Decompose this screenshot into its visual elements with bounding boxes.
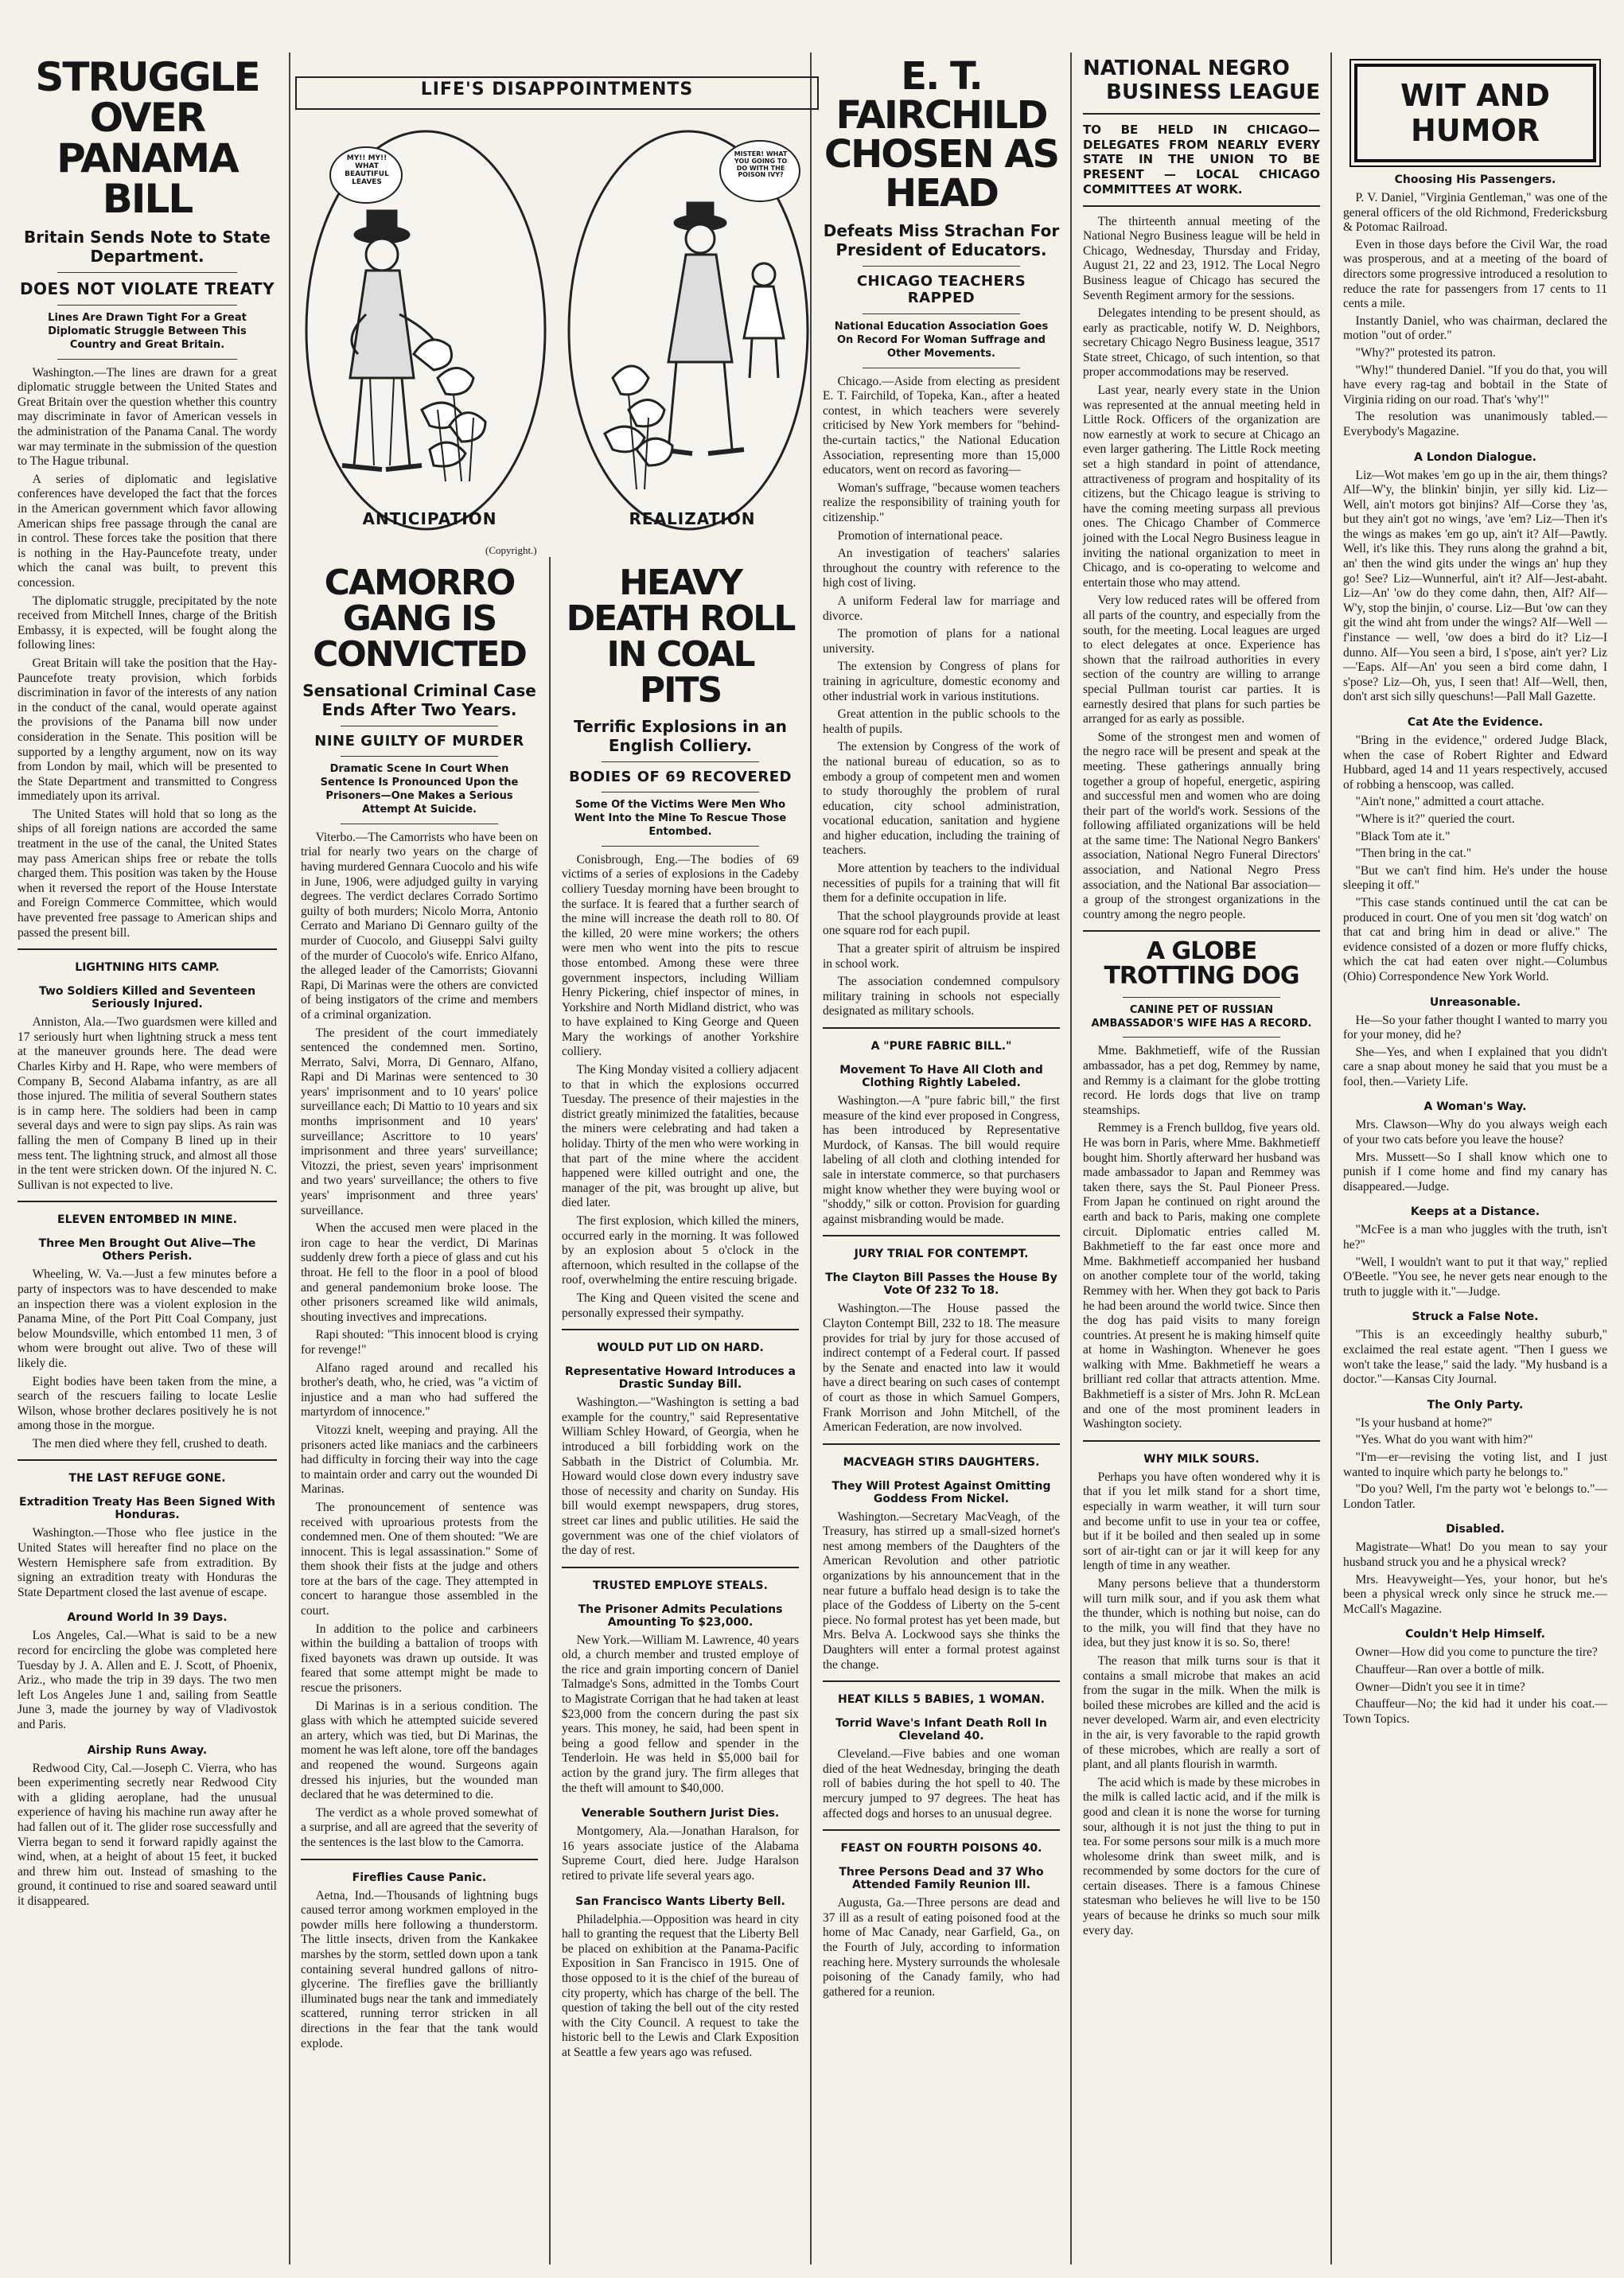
deck: Lines Are Drawn Tight For a Great Diplomatic Struggle Between This Country and Great Britain. (48, 312, 247, 351)
headline-panama: STRUGGLE OVER PANAMA BILL (35, 54, 259, 222)
divider (863, 266, 1020, 267)
divider (863, 313, 1020, 314)
article-paragraph: Washington.—"Washington is setting a bad example for the country," said Representative William Schley Howard, of Georgia, when he introduced a bill forbidding work on the Sabbath in the District of Columbia. Mr. Howard would close down every industry save those of necessity and charity on Sunday. His bill would exempt newspapers, drug stores, street car lines and public utilities. He said the government was one of the chief violators of the day of rest. (562, 1396, 799, 1558)
divider (1123, 1037, 1280, 1038)
article-paragraph: That the school playgrounds provide at least one square rod for each pupil. (823, 909, 1060, 938)
subhead: MACVEAGH STIRS DAUGHTERS. (843, 1455, 1040, 1469)
divider (57, 272, 237, 273)
divider (823, 1680, 1060, 1682)
deck: Some Of the Victims Were Men Who Went Into the Mine To Rescue Those Entombed. (574, 799, 787, 838)
divider (562, 1329, 799, 1330)
article-paragraph: Perhaps you have often wondered why it is that if you let milk stand for a short time, especially in warm weather, it will turn sour and become unfit to use in your tea or coffee, but if it be boiled and then sealed up in some sort of air-tight can or jar it will keep for any length of time in any weather. (1083, 1470, 1320, 1573)
column-rule (549, 557, 551, 2264)
article-paragraph: The United States will hold that so long as the ships of all foreign nations are accorded the same treatment in the use of the canal, the United States may pass American ships free or rebate the tolls charged them. This position was taken by the House when it reversed the report of the House Interstate and Foreign Commerce Committee, which would have prevented free passage to American ships and passed the present bill. (18, 807, 277, 940)
subhead: Cat Ate the Evidence. (1407, 716, 1544, 729)
deck: NINE GUILTY OF MURDER (314, 732, 524, 750)
article-paragraph: The extension by Congress of the work of the national bureau of education, so as to embody a group of competent men and women to study thoroughly the problem of rural education, city school administration, vocational education, sanitation and hygiene and higher education, including the training of teachers. (823, 740, 1060, 858)
article-paragraph: Liz—Wot makes 'em go up in the air, them things? Alf—W'y, the blinkin' binjin, yer silly kid. Liz—Well, ain't motors got binjins? Alf—Corse they 'as, but they ain't got no wings, 'ave 'em? Liz—Then it's the wings as makes 'em go up, ain't it? Alf—Pawtly. Well, it's like this. They runs along the grahnd a bit, an' then the wind gits under the wings an' hup they go! See? Liz—Wunnerful, ain't it? Alf—Jest-abaht. Liz—An' 'ow do they come dahn, then, Alf? Alf—W'y, stop the binjin, o' course. Liz—But 'ow can they git the wind aht from under the wings? Alf—Well — f'instance — well, 'ow does a bird do it? Liz—I dunno. Alf—You seen a bird, I s'pose, ain't yer? Liz—'Eaps. Alf—An' you seen a bird come dahn, I s'pose? Liz—Oh, yus, I seen that! Alf—Well, then, don't arst sich silly queschuns!—Pall Mall Gazette. (1343, 468, 1607, 704)
subdeck: The Clayton Bill Passes the House By Vote Of 232 To 18. (825, 1271, 1057, 1298)
deck: DOES NOT VIOLATE TREATY (19, 279, 275, 298)
subhead: Unreasonable. (1429, 995, 1521, 1009)
divider (823, 1027, 1060, 1029)
subdeck: Movement To Have All Cloth and Clothing Rightly Labeled. (839, 1064, 1043, 1090)
subhead: Around World In 39 Days. (67, 1611, 228, 1625)
article-paragraph: Wheeling, W. Va.—Just a few minutes before a party of inspectors was to have descended to make an inspection there was a violent explosion in the Panama Mine, of the Port Pitt Coal Company, just below Moundsville, which entombed 11 men, 3 of whom were brought out alive. Two of these will likely die. (18, 1268, 277, 1370)
article-paragraph: A uniform Federal law for marriage and divorce. (823, 594, 1060, 623)
divider (602, 846, 759, 847)
subhead: FEAST ON FOURTH POISONS 40. (840, 1842, 1042, 1855)
article-paragraph: The president of the court immediately sentenced the condemned men. Sortino, Merrato, Salvi, Morra, Di Gennaro, Alfano, Rapi and Di Marinas were sentenced to 30 years' imprisonment and to 10 years' police surveillance each; Di Mattio to 10 years and six months imprisonment and 10 years' surveillance; Ascrittore to 10 years' imprisonment and three years' surveillance; Vitozzi, the priest, seven years' imprisonment and two years' surveillance; the others to five years' imprisonment and three years' surveillance. (301, 1026, 538, 1217)
article-paragraph: Mrs. Mussett—So I shall know which one to punish if I come home and find my canary has disappeared.—Judge. (1343, 1150, 1607, 1194)
column-3 (554, 561, 807, 2264)
subhead: Airship Runs Away. (87, 1743, 208, 1757)
article-paragraph: Last year, nearly every state in the Union was represented at the annual meeting held in Little Rock. Officers of the organization are now earnestly at work to secure at Chicago an even larger gathering. The Little Rock meeting set a high standard in point of attendance, attractiveness of program and hospitality of its citizens, but the Chicago league is striving to have the coming meeting surpass all previous ones. The Chicago Chamber of Commerce joined with the Local Negro Business league in inviting the national organization to meet in Chicago, and is co-operating to welcome and entertain those who may attend. (1083, 384, 1320, 590)
article-paragraph: Eight bodies have been taken from the mine, a search of the rescuers failing to locate Leslie Wilson, whose brother declares positively he is not among those in the morgue. (18, 1374, 277, 1433)
cartoon-illustration (294, 76, 820, 545)
subhead: The Only Party. (1427, 1398, 1524, 1412)
article-paragraph: Mme. Bakhmetieff, wife of the Russian ambassador, has a pet dog, Remmey by name, and Remmy is a claimant for the globe trotting record. He lords dogs that live on tramp steamships. (1083, 1044, 1320, 1117)
article-paragraph: She—Yes, and when I explained that you didn't care a snap about money he said that you must be a fool, then.—Variety Life. (1343, 1045, 1607, 1088)
subhead: HEAT KILLS 5 BABIES, 1 WOMAN. (838, 1693, 1045, 1707)
article-paragraph: The men died where they fell, crushed to death. (32, 1436, 267, 1451)
article-paragraph: Washington.—Secretary MacVeagh, of the Treasury, has stirred up a small-sized hornet's nest among members of the Daughters of the American Revolution and other patriotic organizations by his announcement that in the near future a buffalo head design is to take the place of the Goddess of Liberty on the 5-cent piece. No formal protest has yet been made, but Mrs. Belva A. Lockwood says she thinks the Daughters will enter a formal protest against the change. (823, 1509, 1060, 1672)
article-paragraph: Magistrate—What! Do you mean to say your husband struck you and he a physical wreck? (1343, 1540, 1607, 1569)
subdeck: Torrid Wave's Infant Death Roll In Cleveland 40. (835, 1717, 1047, 1743)
subhead: TRUSTED EMPLOYE STEALS. (593, 1579, 768, 1592)
article-paragraph: Rapi shouted: "This innocent blood is crying for revenge!" (301, 1328, 538, 1357)
subdeck: The Prisoner Admits Peculations Amounting To $23,000. (578, 1602, 783, 1629)
article-paragraph: Alfano raged around and recalled his brother's death, who, he cried, was "a victim of injustice and a man who had suffered the martyrdom of innocence." (301, 1361, 538, 1419)
deck: CANINE PET OF RUSSIAN AMBASSADOR'S WIFE HAS A RECORD. (1091, 1003, 1312, 1030)
divider (1123, 997, 1280, 998)
subhead: Disabled. (1446, 1523, 1505, 1536)
article-paragraph: Owner—Didn't you see it in time? (1355, 1680, 1525, 1694)
article-paragraph: "Well, I wouldn't want to put it that way," replied O'Beetle. "You see, he never gets near enough to the truth to juggle with it."—Judge. (1343, 1255, 1607, 1299)
left-bubble-text: MY!! MY!! WHAT BEAUTIFUL LEAVES (345, 154, 389, 186)
column-rule (1330, 53, 1332, 2264)
headline-camorro: CAMORRO GANG IS CONVICTED (313, 563, 526, 675)
divider (1083, 1440, 1320, 1442)
headline-negro-business-league (1083, 57, 1320, 105)
divider (18, 1459, 277, 1461)
article-paragraph: Promotion of international peace. (837, 528, 1003, 543)
article-paragraph: An investigation of teachers' salaries throughout the country with reference to the high cost of living. (823, 547, 1060, 590)
article-paragraph: The thirteenth annual meeting of the National Negro Business league will be held in Chicago, Wednesday, Thursday and Friday, August 21, 22 and 23, 1912. The Local Negro Business league of Chicago has secured the Seventh Regiment armory for the sessions. (1083, 214, 1320, 302)
subhead: Venerable Southern Jurist Dies. (581, 1807, 780, 1820)
article-paragraph: Mrs. Clawson—Why do you always weigh each of your two cats before you leave the house? (1343, 1118, 1607, 1147)
divider (57, 305, 237, 306)
subdeck: Three Persons Dead and 37 Who Attended Family Reunion Ill. (839, 1866, 1044, 1892)
article-paragraph: Chauffeur—No; the kid had it under his coat.—Town Topics. (1343, 1697, 1607, 1726)
article-paragraph: Woman's suffrage, "because women teachers realize the responsibility of training youth for citizenship." (823, 481, 1060, 525)
divider (57, 359, 237, 360)
subhead: Struck a False Note. (1412, 1310, 1539, 1324)
divider (602, 761, 759, 762)
article-paragraph: Washington.—The House passed the Clayton Contempt Bill, 232 to 18. The measure provides for trial by jury for those accused of indirect contempt of a Federal court. If passed by the Senate and enacted into law it would have a direct bearing on such cases of contempt of court as those in which Samuel Gompers, Frank Morrison and John Mitchell, of the American Federation, are now involved. (823, 1302, 1060, 1435)
subhead: LIGHTNING HITS CAMP. (75, 961, 220, 975)
divider (1083, 930, 1320, 932)
article-paragraph: "Then bring in the cat." (1355, 847, 1472, 861)
article-paragraph: Great Britain will take the position that the Hay-Pauncefote treaty provision, which forbids discrimination in favor of the interests of any nation in the conduct of the canal, would operate against the provisions of the Panama bill now under consideration in the Senate. This position will be supported by a lengthy argument, now on its way from London by mail, which will be presented to the State Department and transmitted to Congress immediately upon its arrival. (18, 656, 277, 804)
article-paragraph: That a greater spirit of altruism be inspired in school work. (823, 942, 1060, 971)
article-paragraph: The promotion of plans for a national university. (823, 627, 1060, 656)
article-paragraph: "Ain't none," admitted a court attache. (1355, 795, 1544, 809)
article-paragraph: Los Angeles, Cal.—What is said to be a new record for encircling the globe was completed here Tuesday by J. A. Allen and E. J. Scott, of Phoenix, Ariz., who made the trip in 39 days. The two men left Los Angeles June 1 and, sailing from Seattle June 3, made the journey by way of Vladivostok and Paris. (18, 1629, 277, 1732)
divider (823, 1829, 1060, 1831)
article-paragraph: Even in those days before the Civil War, the road was prosperous, and at a meeting of the board of directors some progressive introduced a resolution to reduce the rate for passengers from 17 cents to 11 cents a mile. (1343, 237, 1607, 311)
subhead: WHY MILK SOURS. (1143, 1452, 1260, 1466)
article-paragraph: Great attention in the public schools to the health of pupils. (823, 707, 1060, 736)
subhead: Choosing His Passengers. (1394, 173, 1556, 186)
deck: Dramatic Scene In Court When Sentence Is Pronounced Upon the Prisoners—One Makes a Serious Attempt At Suicide. (320, 763, 519, 816)
article-paragraph: The diplomatic struggle, precipitated by the note received from Mitchell Innes, charge of the British Embassy, it is expected, will be fought along the following lines: (18, 594, 277, 652)
subhead: ELEVEN ENTOMBED IN MINE. (57, 1213, 237, 1227)
article-paragraph: Instantly Daniel, who was chairman, declared the motion "out of order." (1343, 313, 1607, 343)
article-paragraph: The acid which is made by these microbes in the milk is called lactic acid, and if the milk is good and clean it is none the worse for turning sour, although it is not just the thing to put in tea. For some persons sour milk is a much more wholesome drink than sweet milk, and is recommended by some doctors for the cure of certain diseases. There is a famous Chinese statesman who believes he will live to be 150 years of because he drinks so much sour milk every day. (1083, 1775, 1320, 1937)
article-paragraph: Washington.—A "pure fabric bill," the first measure of the kind ever proposed in Congress, has been introduced by Representative Murdock, of Kansas. The bill would require labeling of all cloth and clothing intended for sale in interstate commerce, so that purchasers might know whether they were buying wool or "shoddy," silk or cotton. Provision for guarding against misbranding would be made. (823, 1094, 1060, 1226)
article-paragraph: Mrs. Heavyweight—Yes, your honor, but he's been a physical wreck only since he struck me.—McCall's Magazine. (1343, 1572, 1607, 1616)
article-paragraph: "This is an exceedingly healthy suburb," exclaimed the real estate agent. "Then I guess we won't take the lease," said the lady. "My husband is a doctor."—Kansas City Journal. (1343, 1328, 1607, 1387)
headline-globe-trotting-dog: A GLOBE TROTTING DOG (1104, 937, 1299, 991)
headline-coal-pits: HEAVY DEATH ROLL IN COAL PITS (566, 563, 795, 711)
article-paragraph: Conisbrough, Eng.—The bodies of 69 victims of a series of explosions in the Cadeby colliery Tuesday morning have been brought to the surface. It is feared that a further search of the mine will increase the death roll to 80. Of the killed, 20 were mine workers; the others were men who went into the pits to rescue those entombed. Among these were three government inspectors, including William Henry Pickering, chief inspector of mines, in Yorkshire and North Midland district, who was to have explained to King George and Queen Mary the workings of another Yorkshire colliery. (562, 852, 799, 1059)
article-paragraph: "But we can't find him. He's under the house sleeping it off." (1343, 863, 1607, 893)
right-bubble-text: MISTER! WHAT YOU GOING TO DO WITH THE POISON IVY? (734, 150, 788, 179)
subdeck: Two Soldiers Killed and Seventeen Seriously Injured. (38, 985, 256, 1011)
article-paragraph: Aetna, Ind.—Thousands of lightning bugs caused terror among workmen employed in the powder mills here following a thunderstorm. The little insects, driven from the Kankakee marshes by the storm, settled down upon a tank containing several hundred gallons of nitro-glycerine. The fireflies gave the brilliantly illuminated bugs near the tank and immediately scattered, running terror stricken in all directions in the fear that the tank would explode. (301, 1888, 538, 2050)
headline-fairchild: E. T. FAIRCHILD CHOSEN AS HEAD (824, 54, 1059, 216)
article-paragraph: "Do you? Well, I'm the party wot 'e belongs to."—London Tatler. (1343, 1482, 1607, 1511)
subdeck: Representative Howard Introduces a Drastic Sunday Bill. (565, 1365, 796, 1392)
headline-line-2: BUSINESS LEAGUE (1106, 80, 1320, 104)
cartoon-title: LIFE'S DISAPPOINTMENTS (420, 80, 694, 99)
divider (18, 1201, 277, 1202)
article-paragraph: Remmey is a French bulldog, five years old. He was born in Paris, where Mme. Bakhmetieff bought him. Shortly afterward her husband was made ambassador to Japan and Remmey was taken there, says the St. Paul Pioneer Press. From Japan he continued on right around the earth and back to Paris, making one complete circuit. Diplomatic entries called M. Bakhmetieff to the far east once more and Mme. Bakhmetieff accompanied her husband on another complete tour of the world, taking Remmey with her. When they got back to Paris he had been around the world twice. Since then the dog has paid visits to many foreign countries. At present he is making himself quite at home in Washington. Whenever he goes walking with Mme. Bakhmetieff he wears a brilliant red collar that attracts attention. Mme. Bakhmetieff is a sister of Mrs. John R. McLean and one of the most prominent leaders in Washington society. (1083, 1121, 1320, 1431)
article-paragraph: Owner—How did you come to puncture the tire? (1355, 1645, 1598, 1660)
wit-and-humor-title: WIT AND HUMOR (1354, 64, 1596, 162)
article-paragraph: Many persons believe that a thunderstorm will turn milk sour, and if you ask them what the thunder, which is nothing but noise, can do to the milk, you will find that they have no idea, but they just know it is so. So, there! (1083, 1577, 1320, 1650)
deck: Sensational Criminal Case Ends After Two Years. (302, 680, 536, 719)
article-paragraph: "Bring in the evidence," ordered Judge Black, when the case of Robert Righter and Edward Hubbard, aged 14 and 11 years respectively, accused of robbing a henscoop, was called. (1343, 734, 1607, 792)
column-1 (10, 53, 285, 2264)
article-paragraph: The King Monday visited a colliery adjacent to that in which the explosions occurred Tuesday. The presence of their majesties in the district greatly minimized the fatalities, because the miners were celebrating and had taken a holiday. Thirty of the men who were working in that part of the mine where the accident happened were killed outright and one, the manager of the pit, was brought up alive, but died later. (562, 1063, 799, 1210)
subhead: THE LAST REFUGE GONE. (68, 1472, 226, 1486)
article-paragraph: "I'm—er—revising the voting list, and I just wanted to inquire which party he belongs to." (1343, 1450, 1607, 1479)
article-paragraph: The association condemned compulsory military training in schools not especially designated as military schools. (823, 975, 1060, 1018)
subhead: A "PURE FABRIC BILL." (870, 1040, 1012, 1053)
article-paragraph: Philadelphia.—Opposition was heard in city hall to granting the request that the Liberty Bell be placed on exhibition at the Panama-Pacific Exposition in San Francisco in 1915. One of those opposed to it is the chief of the bureau of city property, which has charge of the bell. The question of taking the bell out of the city rested with the City Council. A request to take the historic bell to the Lewis and Clark Exposition at Seattle a few years ago was refused. (562, 1912, 799, 2059)
column-rule (1070, 53, 1072, 2264)
article-paragraph: The first explosion, which killed the miners, occurred early in the morning. It was followed by an explosion about 5 o'clock in the afternoon, which resulted in the collapse of the roof, overwhelming the entire rescuing brigade. (562, 1214, 799, 1287)
article-paragraph: P. V. Daniel, "Virginia Gentleman," was one of the general officers of the old Richmond, Fredericksburg & Potomac Railroad. (1343, 191, 1607, 235)
article-paragraph: "McFee is a man who juggles with the truth, isn't he?" (1343, 1223, 1607, 1252)
article-paragraph: Chauffeur—Ran over a bottle of milk. (1355, 1662, 1544, 1676)
divider (562, 1567, 799, 1568)
deck: National Education Association Goes On Record For Woman Suffrage and Other Movements. (834, 321, 1049, 360)
article-paragraph: Cleveland.—Five babies and one woman died of the heat Wednesday, bringing the death roll of babies during the hot spell to 40. The mercury jumped to 97 degrees. The heat has affected dogs and horses to an unusual degree. (823, 1747, 1060, 1820)
divider (823, 1235, 1060, 1236)
cartoon (294, 76, 820, 545)
deck: Britain Sends Note to State Department. (24, 228, 271, 266)
article-paragraph: The reason that milk turns sour is that it contains a small microbe that makes an acid from the sugar in the milk. When the milk is boiled these microbes are killed and the acid is never developed. Warm air, and even electricity in the air, is very favorable to the rapid growth of these microbes, which are really a sort of plant, and all plants flourish in warmth. (1083, 1653, 1320, 1772)
article-paragraph: The King and Queen visited the scene and personally expressed their sympathy. (562, 1291, 799, 1320)
divider (1083, 205, 1320, 207)
subdeck: They Will Protest Against Omitting Goddess From Nickel. (831, 1479, 1051, 1505)
article-paragraph: "Is your husband at home?" (1355, 1415, 1493, 1430)
article-paragraph: Washington.—Those who flee justice in the United States will hereafter find no place on the Western Hemisphere safe from extradition. By signing an extradition treaty with Honduras the State Department closed the last avenue of escape. (18, 1526, 277, 1599)
column-rule (289, 53, 290, 2264)
subhead: A Woman's Way. (1423, 1100, 1527, 1114)
article-paragraph: "Yes. What do you want with him?" (1355, 1433, 1533, 1447)
caption-anticipation: ANTICIPATION (362, 509, 497, 528)
article-paragraph: "This case stands continued until the cat can be produced in court. One of you men sit 'dog watch' on that cat and bring him in dead or alive." The evidence consisted of a dozen or more fluffy chicks, which the cat had eaten over night.—Columbus (Ohio) Correspondence New York World. (1343, 895, 1607, 983)
article-paragraph: Vitozzi knelt, weeping and praying. All the prisoners acted like maniacs and the carbineers had difficulty in forcing their way into the cage to maintain order and carry out the wounded Di Marinas. (301, 1423, 538, 1497)
copyright-credit: (Copyright.) (485, 544, 537, 556)
deck: BODIES OF 69 RECOVERED (569, 768, 792, 785)
deck: Terrific Explosions in an English Colliery. (574, 716, 787, 755)
column-6 (1335, 53, 1615, 2264)
article-paragraph: The resolution was unanimously tabled.—Everybody's Magazine. (1343, 410, 1607, 438)
article-paragraph: In addition to the police and carbineers within the building a battalion of troops with fixed bayonets was drawn up outside. It was feared that some attempt might be made to rescue the prisoners. (301, 1622, 538, 1696)
divider (823, 1443, 1060, 1445)
headline-line-1: NATIONAL NEGRO (1083, 56, 1290, 80)
subhead: JURY TRIAL FOR CONTEMPT. (854, 1248, 1029, 1261)
article-paragraph: A series of diplomatic and legislative conferences have developed the fact that the forces in the American government which favor allowing American ships free passage through the canal are in control. These forces take the position that there is nothing in the Hay-Pauncefote treaty, under which the canal was built, to prevent this concession. (18, 472, 277, 590)
article-paragraph: New York.—William M. Lawrence, 40 years old, a church member and trusted employe of the rice and grain importing concern of Daniel Talmadge's Sons, admitted in the Tombs Court to Magistrate Corrigan that he had taken at least $23,000 from the concern during the past six years. This money, he said, had been spent in being a good fellow and spender in the Tenderloin. He was held in $5,000 bail for action by the grand jury. The firm alleges that the theft will amount to $40,000. (562, 1633, 799, 1795)
divider (301, 1859, 538, 1860)
subhead: WOULD PUT LID ON HARD. (597, 1341, 764, 1355)
article-paragraph: Chicago.—Aside from electing as president E. T. Fairchild, of Topeka, Kan., after a heated contest, in which teachers were severely criticised by New York members for "behind-the-curtain tactics," the National Education Association, representing more than 15,000 educators, went on record as favoring— (823, 374, 1060, 477)
subhead: Keeps at a Distance. (1410, 1205, 1540, 1219)
subhead: Couldn't Help Himself. (1405, 1628, 1545, 1641)
column-2 (293, 561, 546, 2264)
article-paragraph: Montgomery, Ala.—Jonathan Haralson, for 16 years associate justice of the Alabama Supreme Court, died here. Judge Haralson retired to private life several years ago. (562, 1824, 799, 1883)
article-paragraph: He—So your father thought I wanted to marry you for your money, did he? (1343, 1013, 1607, 1042)
article-paragraph: Washington.—The lines are drawn for a great diplomatic struggle between the United States and Great Britain over the question whether this country may discriminate in favor of American vessels in the administration of the Panama Canal. The wordy war may terminate in the submission of the question to The Hague tribunal. (18, 365, 277, 469)
subhead: A London Dialogue. (1414, 450, 1536, 464)
article-paragraph: "Why?" protested its patron. (1355, 345, 1496, 360)
article-paragraph: "Why!" thundered Daniel. "If you do that, you will have every rag-tag and bobtail in the State of Virginia riding on our road. That's 'why'!" (1343, 363, 1607, 407)
subhead: Fireflies Cause Panic. (352, 1871, 487, 1884)
column-4 (815, 53, 1068, 2264)
deck: Defeats Miss Strachan For President of Educators. (823, 220, 1060, 259)
divider (341, 756, 498, 757)
article-paragraph: Augusta, Ga.—Three persons are dead and 37 ill as a result of eating poisoned food at the home of Mac Canady, near Garfield, Ga., on the Fourth of July, according to information reaching here. Mystery surrounds the wholesale poisoning of the Canady family, who had gathered for a reunion. (823, 1896, 1060, 1999)
divider (1083, 113, 1320, 115)
deck: CHICAGO TEACHERS RAPPED (856, 272, 1026, 307)
article-paragraph: "Where is it?" queried the court. (1355, 812, 1515, 826)
article-paragraph: Some of the strongest men and women of the negro race will be present and speak at the meeting. These gatherings annually bring together a group of hopeful, energetic, aspiring and successful men and women who are doing their part of the world's work. Sessions of the following affiliated organizations will be held at the same time: The National Negro Bankers' association, National Negro Funeral Directors' association, and National Negro Press association, and the National Bar association—a group of the strongest organizations in the country among the negro people. (1083, 730, 1320, 921)
subdeck: Three Men Brought Out Alive—The Others Perish. (38, 1237, 256, 1264)
deck: TO BE HELD IN CHICAGO—DELEGATES FROM NEARLY EVERY STATE IN THE UNION TO BE PRESENT — LOCAL CHICAGO COMMITTEES AT WORK. (1083, 122, 1320, 197)
article-paragraph: "Black Tom ate it." (1355, 829, 1451, 843)
article-paragraph: Anniston, Ala.—Two guardsmen were killed and 17 seriously hurt when lightning struck a mess tent at the maneuver grounds here. The dead were Charles Kirby and H. Rape, who were members of Company B, Second Alabama infantry, as are all those injured. The militia of several Southern states is in camp here. The soldiers had been in camp several days and were to sign pay slips. As rain was falling the men of Company B lined up in their mess tent. The lightning struck, and almost all those in the tent were stricken down. Of the injured N. C. Sullivan is not expected to live. (18, 1015, 277, 1192)
article-paragraph: The extension by Congress of plans for training in agriculture, domestic economy and other industrial work in various institutions. (823, 660, 1060, 703)
subdeck: Extradition Treaty Has Been Signed With Honduras. (19, 1496, 275, 1522)
article-paragraph: The pronouncement of sentence was received with uproarious protests from the condemned men. One of them shouted: "We are innocent. This is legal assassination." Some of them shook their fists at the judge and others tore at the bars of the cage. They attempted in concert to harangue those assembled in the court. (301, 1500, 538, 1618)
article-paragraph: Delegates intending to be present should, as early as practicable, notify W. D. Neighbors, secretary Chicago Negro Business league, 3517 State street, Chicago, of such intention, so that proper accommodations may be reserved. (1083, 306, 1320, 380)
article-paragraph: Di Marinas is in a serious condition. The glass with which he attempted suicide severed an artery, which was tied, but Di Marinas, the moment he was left alone, tore off the bandages and reopened the wound. Surgeons again dressed his injuries, but the wounded man declared that he was determined to die. (301, 1699, 538, 1802)
article-paragraph: Redwood City, Cal.—Joseph C. Vierra, who has been experimenting secretly near Redwood City with a gliding aeroplane, had the unusual experience of having his machine run away after he had fallen out of it. The glider rose successfully and Vierra began to send it forward rapidly against the wind, when, at a height of about 15 feet, it bucked and threw him out. Instead of smashing to the ground, it continued to rise and soared seaward until it disappeared. (18, 1761, 277, 1908)
divider (18, 948, 277, 950)
subhead: San Francisco Wants Liberty Bell. (575, 1894, 785, 1908)
article-paragraph: When the accused men were placed in the iron cage to hear the verdict, Di Marinas suddenly drew forth a piece of glass and cut his throat. He fell to the floor in a pool of blood and general pandemonium broke loose. The other prisoners screamed like wild animals, shouting invectives and imprecations. (301, 1221, 538, 1324)
article-paragraph: The verdict as a whole proved somewhat of a surprise, and all are agreed that the severity of the sentences is the last blow to the Camorra. (301, 1805, 538, 1849)
article-paragraph: Very low reduced rates will be offered from all parts of the country, and especially from the south, for the meeting. Local leagues are urged to elect delegates at once. Experience has shown that the railroad authorities in every section of the country are willing to arrange special Pullman tourist car parties. It is earnestly desired that plans for such parties be arranged for as early as possible. (1083, 594, 1320, 726)
article-paragraph: Viterbo.—The Camorrists who have been on trial for nearly two years on the charge of having murdered Gennara Cuocolo and his wife in June, 1906, were adjudged guilty in varying degrees. The verdict declares Corrado Sortimo guilty of both murders; Nicolo Morra, Antonio Cerrato and Mariano Di Gennaro guilty of the murder of Cuocolo, and Giuseppi Salvi guilty of the murder of Cuocolo's wife. Enrico Alfano, the alleged leader of the Camorrists; Giovanni Rapi, Di Marinas were the others are convicted of being instigators of the crime and members of a criminal organization. (301, 830, 538, 1022)
caption-realization: REALIZATION (629, 509, 756, 528)
column-5 (1075, 53, 1328, 2264)
article-paragraph: More attention by teachers to the individual necessities of pupils for a training that will fit them for a definite occupation in life. (823, 862, 1060, 905)
